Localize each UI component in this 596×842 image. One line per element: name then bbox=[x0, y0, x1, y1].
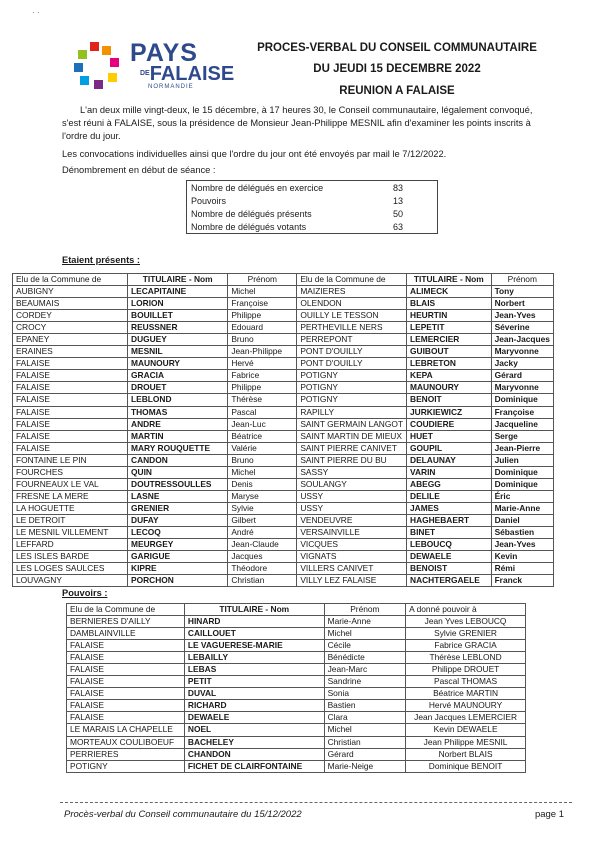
table-cell: MARTIN bbox=[128, 430, 228, 442]
table-cell: CAILLOUET bbox=[184, 628, 324, 640]
attendance-count-table bbox=[186, 180, 438, 234]
table-cell: Hervé MAUNOURY bbox=[406, 700, 526, 712]
table-row bbox=[67, 676, 526, 688]
count-value: 13 bbox=[393, 195, 404, 206]
table-cell: LE VAGUERESE-MARIE bbox=[184, 640, 324, 652]
table-cell: PETIT bbox=[184, 676, 324, 688]
table-cell: Jean-Pierre bbox=[491, 442, 553, 454]
table-cell: OUILLY LE TESSON bbox=[297, 310, 407, 322]
logo-line-2: $^{DE}$FALAISE bbox=[140, 63, 235, 85]
table-cell: Sylvie GRENIER bbox=[406, 628, 526, 640]
table-cell: Maryvonne bbox=[491, 346, 553, 358]
table-cell: Jean Yves LEBOUCQ bbox=[406, 616, 526, 628]
table-cell: FALAISE bbox=[13, 418, 128, 430]
table-cell: Valérie bbox=[228, 442, 297, 454]
table-cell: VARIN bbox=[407, 466, 492, 478]
table-cell: CORDEY bbox=[13, 310, 128, 322]
table-cell: MORTEAUX COULIBOEUF bbox=[67, 736, 185, 748]
table-cell: DUGUEY bbox=[128, 334, 228, 346]
table-cell: BINET bbox=[407, 526, 492, 538]
column-header: Elu de la Commune de bbox=[67, 604, 185, 616]
table-cell: GOUPIL bbox=[407, 442, 492, 454]
pouvoirs-label: Pouvoirs : bbox=[62, 588, 108, 598]
table-cell: Philippe bbox=[228, 382, 297, 394]
count-label: Nombre de délégués votants bbox=[191, 221, 307, 232]
table-cell: FALAISE bbox=[67, 664, 185, 676]
document-title-line-3: REUNION A FALAISE bbox=[339, 85, 455, 97]
logo-article: DE bbox=[140, 70, 150, 77]
table-cell: SAINT PIERRE DU BU bbox=[297, 454, 407, 466]
table-cell: Kevin bbox=[491, 551, 553, 563]
column-header: TITULAIRE - Nom bbox=[184, 604, 324, 616]
table-row bbox=[13, 406, 554, 418]
table-row bbox=[13, 382, 554, 394]
table-cell: SAINT MARTIN DE MIEUX bbox=[297, 430, 407, 442]
table-cell: OLENDON bbox=[297, 298, 407, 310]
table-cell: LEBLOND bbox=[128, 394, 228, 406]
table-cell: Jacqueline bbox=[491, 418, 553, 430]
column-header: Elu de la Commune de bbox=[297, 274, 407, 286]
table-cell: Philippe bbox=[228, 310, 297, 322]
table-cell: PERREPONT bbox=[297, 334, 407, 346]
table-cell: Norbert BLAIS bbox=[406, 748, 526, 760]
table-cell: FOURNEAUX LE VAL bbox=[13, 478, 128, 490]
table-cell: FALAISE bbox=[67, 640, 185, 652]
table-cell: Bastien bbox=[324, 700, 406, 712]
table-cell: Tony bbox=[491, 286, 553, 298]
table-cell: NOEL bbox=[184, 724, 324, 736]
table-cell: FRESNE LA MERE bbox=[13, 490, 128, 502]
table-row bbox=[13, 466, 554, 478]
table-cell: GRACIA bbox=[128, 370, 228, 382]
table-cell: Séverine bbox=[491, 322, 553, 334]
table-cell: DAMBLAINVILLE bbox=[67, 628, 185, 640]
footer-divider bbox=[60, 802, 572, 803]
table-cell: André bbox=[228, 526, 297, 538]
table-cell: FICHET DE CLAIRFONTAINE bbox=[184, 760, 324, 772]
table-cell: Marie-Anne bbox=[491, 502, 553, 514]
pays-de-falaise-logo bbox=[72, 39, 235, 92]
table-cell: FALAISE bbox=[13, 394, 128, 406]
table-cell: Franck bbox=[491, 575, 553, 587]
table-cell: LEBOUCQ bbox=[407, 539, 492, 551]
table-cell: SAINT GERMAIN LANGOT bbox=[297, 418, 407, 430]
table-cell: Pascal bbox=[228, 406, 297, 418]
table-cell: VILLERS CANIVET bbox=[297, 563, 407, 575]
table-cell: Gérard bbox=[491, 370, 553, 382]
column-header: Prénom bbox=[491, 274, 553, 286]
table-cell: FALAISE bbox=[13, 406, 128, 418]
table-cell: LEBAILLY bbox=[184, 652, 324, 664]
table-cell: Éric bbox=[491, 490, 553, 502]
table-cell: FALAISE bbox=[67, 700, 185, 712]
table-cell: EPANEY bbox=[13, 334, 128, 346]
table-cell: DEWAELE bbox=[407, 551, 492, 563]
table-row bbox=[13, 322, 554, 334]
table-cell: Bénédicte bbox=[324, 652, 406, 664]
table-cell: AUBIGNY bbox=[13, 286, 128, 298]
table-cell: BOUILLET bbox=[128, 310, 228, 322]
table-row bbox=[13, 539, 554, 551]
table-cell: VIGNATS bbox=[297, 551, 407, 563]
table-row bbox=[13, 358, 554, 370]
table-cell: RICHARD bbox=[184, 700, 324, 712]
table-cell: LECOQ bbox=[128, 526, 228, 538]
table-row bbox=[13, 418, 554, 430]
table-row bbox=[67, 640, 526, 652]
table-cell: DUVAL bbox=[184, 688, 324, 700]
table-cell: LES LOGES SAULCES bbox=[13, 563, 128, 575]
table-cell: Jean-Luc bbox=[228, 418, 297, 430]
table-cell: Clara bbox=[324, 712, 406, 724]
table-cell: Jean-Yves bbox=[491, 539, 553, 551]
table-row bbox=[67, 652, 526, 664]
table-cell: POTIGNY bbox=[297, 394, 407, 406]
table-row bbox=[13, 490, 554, 502]
page-number: page 1 bbox=[534, 809, 564, 820]
table-row bbox=[13, 563, 554, 575]
table-cell: DROUET bbox=[128, 382, 228, 394]
table-cell: GRENIER bbox=[128, 502, 228, 514]
count-label: Pouvoirs bbox=[191, 195, 227, 206]
table-cell: KEPA bbox=[407, 370, 492, 382]
table-row bbox=[67, 688, 526, 700]
count-row bbox=[187, 194, 438, 207]
table-cell: Michel bbox=[324, 724, 406, 736]
table-cell: SASSY bbox=[297, 466, 407, 478]
count-row bbox=[187, 181, 438, 195]
table-row bbox=[67, 724, 526, 736]
table-row bbox=[67, 664, 526, 676]
table-cell: Marie-Neige bbox=[324, 760, 406, 772]
table-cell: Jean-Philippe bbox=[228, 346, 297, 358]
table-cell: LE DETROIT bbox=[13, 514, 128, 526]
table-cell: Daniel bbox=[491, 514, 553, 526]
table-cell: KIPRE bbox=[128, 563, 228, 575]
table-cell: Michel bbox=[324, 628, 406, 640]
footer-title: Procès-verbal du Conseil communautaire du 15/12/2022 bbox=[64, 809, 302, 820]
table-cell: LE MESNIL VILLEMENT bbox=[13, 526, 128, 538]
table-cell: Jacky bbox=[491, 358, 553, 370]
table-cell: DUFAY bbox=[128, 514, 228, 526]
table-cell: VICQUES bbox=[297, 539, 407, 551]
table-cell: Dominique bbox=[491, 466, 553, 478]
table-cell: Serge bbox=[491, 430, 553, 442]
table-cell: DEWAELE bbox=[184, 712, 324, 724]
table-cell: Denis bbox=[228, 478, 297, 490]
table-cell: VENDEUVRE bbox=[297, 514, 407, 526]
count-value: 63 bbox=[393, 221, 404, 232]
table-cell: Philippe DROUET bbox=[406, 664, 526, 676]
table-row bbox=[67, 700, 526, 712]
table-cell: CANDON bbox=[128, 454, 228, 466]
column-header: Prénom bbox=[228, 274, 297, 286]
table-row bbox=[13, 310, 554, 322]
table-cell: Thérèse bbox=[228, 394, 297, 406]
table-row bbox=[67, 748, 526, 760]
table-cell: LEMERCIER bbox=[407, 334, 492, 346]
table-cell: PONT D'OUILLY bbox=[297, 358, 407, 370]
table-row bbox=[67, 712, 526, 724]
table-cell: GARIGUE bbox=[128, 551, 228, 563]
table-cell: Fabrice GRACIA bbox=[406, 640, 526, 652]
table-row bbox=[67, 760, 526, 772]
table-cell: FALAISE bbox=[13, 430, 128, 442]
table-cell: Jean Jacques LEMERCIER bbox=[406, 712, 526, 724]
table-cell: LEFFARD bbox=[13, 539, 128, 551]
table-cell: FALAISE bbox=[13, 370, 128, 382]
table-cell: BLAIS bbox=[407, 298, 492, 310]
table-cell: Béatrice bbox=[228, 430, 297, 442]
table-cell: Thérèse LEBLOND bbox=[406, 652, 526, 664]
count-row bbox=[187, 220, 438, 234]
table-cell: HUET bbox=[407, 430, 492, 442]
table-cell: USSY bbox=[297, 502, 407, 514]
table-cell: Edouard bbox=[228, 322, 297, 334]
table-cell: FALAISE bbox=[13, 382, 128, 394]
table-cell: Maryvonne bbox=[491, 382, 553, 394]
table-cell: MAUNOURY bbox=[407, 382, 492, 394]
table-cell: Jacques bbox=[228, 551, 297, 563]
table-cell: SAINT PIERRE CANIVET bbox=[297, 442, 407, 454]
count-row bbox=[187, 207, 438, 220]
table-cell: PERRIERES bbox=[67, 748, 185, 760]
table-cell: Dominique BENOIT bbox=[406, 760, 526, 772]
table-row bbox=[13, 346, 554, 358]
table-cell: Maryse bbox=[228, 490, 297, 502]
table-row bbox=[13, 454, 554, 466]
table-cell: Kevin DEWAELE bbox=[406, 724, 526, 736]
intro-paragraph-1: L'an deux mille vingt-deux, le 15 décembre, à 17 heures 30, le Conseil communautaire, légalement convoqué, s'est réuni à FALAISE, sous la présidence de Monsieur Jean-Philippe MESNIL afin d'examiner les points inscrits à l'ordre du jour. bbox=[62, 105, 533, 141]
count-value: 50 bbox=[393, 208, 404, 219]
table-cell: Michel bbox=[228, 286, 297, 298]
table-cell: PORCHON bbox=[128, 575, 228, 587]
table-cell: RAPILLY bbox=[297, 406, 407, 418]
logo-line-1: PAYS bbox=[130, 39, 198, 67]
table-cell: THOMAS bbox=[128, 406, 228, 418]
table-cell: FOURCHES bbox=[13, 466, 128, 478]
table-cell: BERNIERES D'AILLY bbox=[67, 616, 185, 628]
table-cell: LE MARAIS LA CHAPELLE bbox=[67, 724, 185, 736]
table-cell: MAIZIERES bbox=[297, 286, 407, 298]
table-cell: USSY bbox=[297, 490, 407, 502]
table-cell: Jean Philippe MESNIL bbox=[406, 736, 526, 748]
table-cell: CHANDON bbox=[184, 748, 324, 760]
table-row bbox=[67, 616, 526, 628]
table-cell: NACHTERGAELE bbox=[407, 575, 492, 587]
table-row bbox=[13, 430, 554, 442]
table-cell: BENOIST bbox=[407, 563, 492, 575]
column-header: A donné pouvoir à bbox=[406, 604, 526, 616]
table-cell: Bruno bbox=[228, 454, 297, 466]
pouvoirs-table bbox=[66, 603, 526, 773]
column-header: TITULAIRE - Nom bbox=[128, 274, 228, 286]
table-cell: FALAISE bbox=[13, 442, 128, 454]
table-cell: Fabrice bbox=[228, 370, 297, 382]
table-cell: ANDRE bbox=[128, 418, 228, 430]
table-cell: Julien bbox=[491, 454, 553, 466]
presents-label: Etaient présents : bbox=[62, 255, 141, 265]
table-cell: BENOIT bbox=[407, 394, 492, 406]
table-row bbox=[13, 502, 554, 514]
table-cell: Sylvie bbox=[228, 502, 297, 514]
table-cell: LEPETIT bbox=[407, 322, 492, 334]
table-cell: LA HOGUETTE bbox=[13, 502, 128, 514]
table-cell: Bruno bbox=[228, 334, 297, 346]
table-cell: Christian bbox=[228, 575, 297, 587]
table-cell: MEURGEY bbox=[128, 539, 228, 551]
table-cell: Cécile bbox=[324, 640, 406, 652]
table-cell: ALIMECK bbox=[407, 286, 492, 298]
table-row bbox=[13, 478, 554, 490]
table-cell: Marie-Anne bbox=[324, 616, 406, 628]
table-cell: LEBRETON bbox=[407, 358, 492, 370]
table-cell: DELAUNAY bbox=[407, 454, 492, 466]
table-cell: LORION bbox=[128, 298, 228, 310]
table-cell: Rémi bbox=[491, 563, 553, 575]
table-cell: COUDIERE bbox=[407, 418, 492, 430]
table-cell: DELILE bbox=[407, 490, 492, 502]
table-row bbox=[13, 286, 554, 298]
table-row bbox=[67, 736, 526, 748]
table-cell: LEBAS bbox=[184, 664, 324, 676]
table-cell: VERSAINVILLE bbox=[297, 526, 407, 538]
table-cell: CROCY bbox=[13, 322, 128, 334]
count-value: 83 bbox=[393, 182, 404, 193]
table-row bbox=[67, 628, 526, 640]
table-row bbox=[13, 442, 554, 454]
table-cell: JAMES bbox=[407, 502, 492, 514]
table-cell: Sonia bbox=[324, 688, 406, 700]
count-label: Nombre de délégués présents bbox=[191, 208, 312, 219]
table-cell: Béatrice MARTIN bbox=[406, 688, 526, 700]
logo-line-3: NORMANDIE bbox=[148, 84, 194, 90]
document-title-line-2: DU JEUDI 15 DECEMBRE 2022 bbox=[313, 63, 481, 75]
table-cell: Françoise bbox=[228, 298, 297, 310]
table-cell: Jean-Jacques bbox=[491, 334, 553, 346]
table-cell: POTIGNY bbox=[67, 760, 185, 772]
table-cell: JURKIEWICZ bbox=[407, 406, 492, 418]
table-cell: HINARD bbox=[184, 616, 324, 628]
column-header: TITULAIRE - Nom bbox=[407, 274, 492, 286]
table-cell: POTIGNY bbox=[297, 382, 407, 394]
table-cell: Sandrine bbox=[324, 676, 406, 688]
table-cell: VILLY LEZ FALAISE bbox=[297, 575, 407, 587]
table-cell: Hervé bbox=[228, 358, 297, 370]
corner-marks: · · bbox=[32, 8, 40, 17]
table-cell: Jean-Claude bbox=[228, 539, 297, 551]
table-cell: FALAISE bbox=[13, 358, 128, 370]
column-header: Elu de la Commune de bbox=[13, 274, 128, 286]
table-cell: BEAUMAIS bbox=[13, 298, 128, 310]
table-cell: PERTHEVILLE NERS bbox=[297, 322, 407, 334]
table-row bbox=[13, 575, 554, 587]
table-cell: FALAISE bbox=[67, 712, 185, 724]
table-cell: FALAISE bbox=[67, 688, 185, 700]
table-cell: Christian bbox=[324, 736, 406, 748]
intro-paragraph-3: Dénombrement en début de séance : bbox=[62, 165, 216, 175]
table-cell: LOUVAGNY bbox=[13, 575, 128, 587]
table-cell: FALAISE bbox=[67, 652, 185, 664]
table-row bbox=[13, 394, 554, 406]
table-cell: REUSSNER bbox=[128, 322, 228, 334]
table-cell: QUIN bbox=[128, 466, 228, 478]
table-row bbox=[13, 526, 554, 538]
table-row bbox=[13, 370, 554, 382]
table-cell: FALAISE bbox=[67, 676, 185, 688]
table-cell: FONTAINE LE PIN bbox=[13, 454, 128, 466]
table-cell: PONT D'OUILLY bbox=[297, 346, 407, 358]
table-cell: MESNIL bbox=[128, 346, 228, 358]
table-cell: LASNE bbox=[128, 490, 228, 502]
table-cell: Norbert bbox=[491, 298, 553, 310]
table-cell: Pascal THOMAS bbox=[406, 676, 526, 688]
table-row bbox=[13, 551, 554, 563]
intro-paragraph-2: Les convocations individuelles ainsi que l'ordre du jour ont été envoyés par mail le 7/12/2022. bbox=[62, 149, 447, 159]
table-cell: GUIBOUT bbox=[407, 346, 492, 358]
table-cell: POTIGNY bbox=[297, 370, 407, 382]
table-cell: Gérard bbox=[324, 748, 406, 760]
column-header: Prénom bbox=[324, 604, 406, 616]
table-cell: HAGHEBAERT bbox=[407, 514, 492, 526]
table-cell: HEURTIN bbox=[407, 310, 492, 322]
table-cell: ABEGG bbox=[407, 478, 492, 490]
table-cell: Michel bbox=[228, 466, 297, 478]
count-label: Nombre de délégués en exercice bbox=[191, 182, 324, 193]
table-cell: Jean-Marc bbox=[324, 664, 406, 676]
table-cell: DOUTRESSOULLES bbox=[128, 478, 228, 490]
table-cell: MAUNOURY bbox=[128, 358, 228, 370]
table-cell: Théodore bbox=[228, 563, 297, 575]
logo-mark-icon bbox=[72, 40, 124, 92]
table-row bbox=[13, 334, 554, 346]
table-cell: Dominique bbox=[491, 478, 553, 490]
table-cell: ERAINES bbox=[13, 346, 128, 358]
table-cell: Gilbert bbox=[228, 514, 297, 526]
table-cell: LES ISLES BARDE bbox=[13, 551, 128, 563]
table-cell: Françoise bbox=[491, 406, 553, 418]
table-cell: Jean-Yves bbox=[491, 310, 553, 322]
document-title-line-1: PROCES-VERBAL DU CONSEIL COMMUNAUTAIRE bbox=[257, 42, 537, 54]
table-cell: MARY ROUQUETTE bbox=[128, 442, 228, 454]
presents-table bbox=[12, 273, 554, 587]
table-cell: Dominique bbox=[491, 394, 553, 406]
table-cell: Sébastien bbox=[491, 526, 553, 538]
table-row bbox=[13, 514, 554, 526]
table-cell: BACHELEY bbox=[184, 736, 324, 748]
table-cell: LECAPITAINE bbox=[128, 286, 228, 298]
table-cell: SOULANGY bbox=[297, 478, 407, 490]
table-row bbox=[13, 298, 554, 310]
